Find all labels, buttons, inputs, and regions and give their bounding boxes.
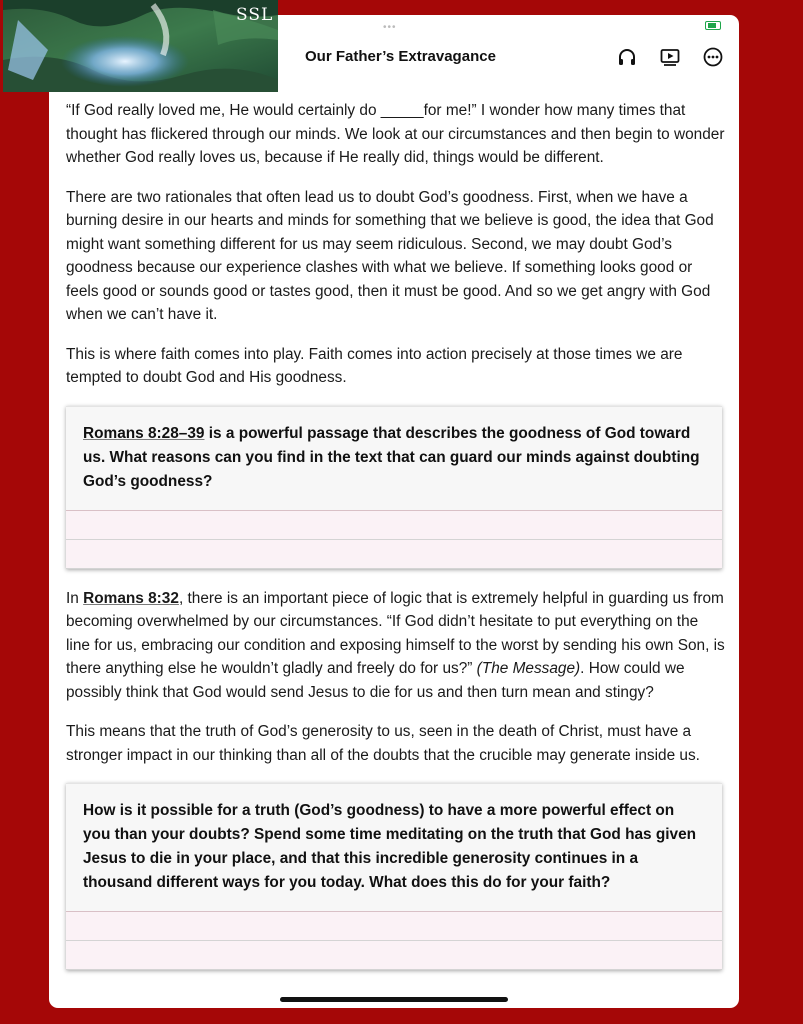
question-text [66, 407, 722, 510]
paragraph-text: . How could we possibly think that God would send Jesus to die for us and then turn mean and stingy? [66, 660, 685, 701]
ssl-logo: SSL [236, 5, 274, 25]
question-text: How is it possible for a truth (God’s goodness) to have a more powerful effect on you than your doubts? Spend some time meditating on the truth that God has given Jesus to die in your place, and that this incredible generosity continues in a thousand different ways for you today. What does this do for your faith? [83, 802, 697, 891]
question-box [66, 406, 722, 569]
answer-line[interactable] [66, 941, 722, 970]
question-box [66, 783, 722, 970]
home-indicator[interactable] [280, 997, 508, 1002]
paragraph: There are two rationales that often lead us to doubt God’s goodness. First, when we have a burning desire in our hearts and minds for something that we believe is good, the idea that God might want something different for us may seem ridiculous. Second, we may doubt God’s goodness because our experience clashes with what we believe. If something looks good or feels good or sounds good or tastes good, then it must be good. And so we get angry with God when we can’t have it. [66, 188, 714, 323]
play-video-icon[interactable] [659, 46, 681, 68]
waterfall-thumbnail [3, 0, 278, 92]
answer-line[interactable] [66, 540, 722, 569]
answer-line[interactable] [66, 912, 722, 941]
paragraph: This is where faith comes into play. Faith comes into action precisely at those times we are tempted to doubt God and His goodness. [66, 345, 683, 386]
paragraph-text: , there is an important piece of logic that is extremely helpful in guarding us from becoming overwhelmed by our circumstances. “If God didn’t hesitate to put everything on the line for us, embracing our condition and exposing himself to the worst by sending his own Son, is there anything else he wouldn’t gladly and freely do for us?” [66, 589, 725, 677]
question-body: is a powerful passage that describes the goodness of God toward us. What reasons can you find in the text that can guard our minds against doubting God’s goodness? [83, 424, 700, 490]
paragraph: This means that the truth of God’s generosity to us, seen in the death of Christ, must have a stronger impact in our thinking than all of the doubts that the crucible may generate inside us. [66, 723, 700, 764]
lesson-content [66, 99, 726, 988]
answer-line[interactable] [66, 511, 722, 540]
answer-field[interactable] [66, 911, 722, 970]
page-title: Our Father’s Extravagance [305, 48, 496, 65]
answer-field[interactable] [66, 510, 722, 569]
bible-reference-link[interactable]: Romans 8:32 [83, 589, 179, 607]
bible-reference-link[interactable]: Romans 8:28–39 [83, 424, 205, 442]
headphones-icon[interactable] [616, 46, 638, 68]
device-screen [49, 15, 739, 1008]
multitasking-dots[interactable]: ••• [383, 22, 397, 33]
more-icon[interactable] [702, 46, 724, 68]
paragraph-text: In [66, 589, 84, 607]
paragraph [66, 587, 726, 705]
source-citation: (The Message) [476, 660, 581, 677]
battery-icon [705, 21, 721, 30]
paragraph: “If God really loved me, He would certainly do _____for me!” I wonder how many times that thought has flickered through our minds. We look at our circumstances and then begin to wonder whether God really loves us, because if He really did, things would be different. [66, 102, 725, 166]
